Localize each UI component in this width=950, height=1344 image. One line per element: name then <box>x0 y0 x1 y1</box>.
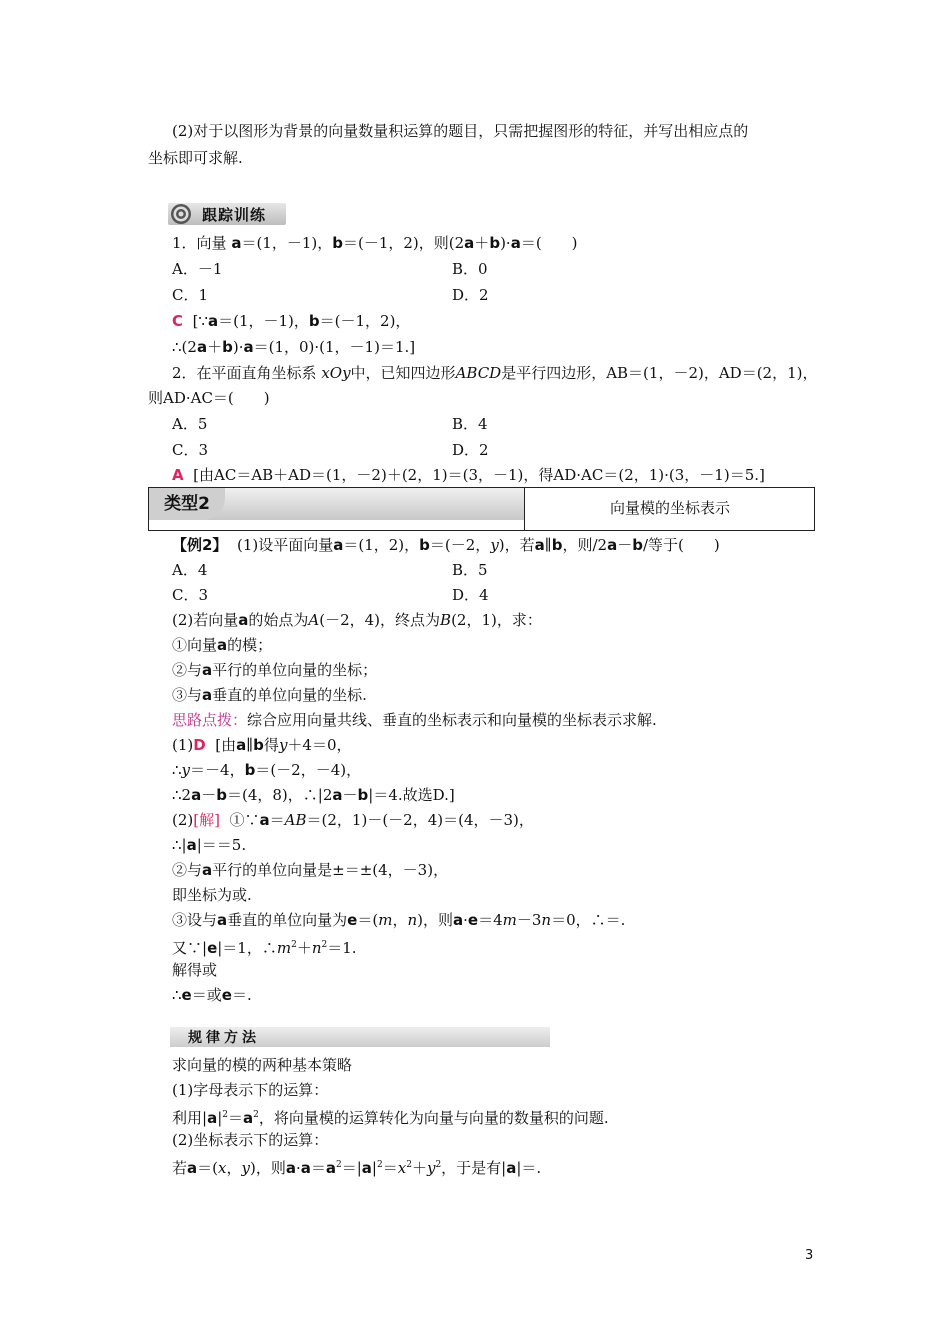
sol2-line-8: ∴e＝或e＝. <box>172 986 252 1004</box>
q1-option-d: D．2 <box>452 286 489 304</box>
ex2-answer: D <box>193 736 206 754</box>
q2-option-a: A．5 <box>172 415 208 433</box>
rules-line-1: (1)字母表示下的运算： <box>172 1081 329 1099</box>
type-2-header-box <box>148 487 815 531</box>
target-icon <box>170 203 194 225</box>
q2-answer: A <box>172 466 184 484</box>
rules-line-2: 利用$|a|^2=a^2$，将向量模的运算转化为向量与向量的数量积的问题. <box>172 1109 609 1127</box>
q1-solution-line-1: C [∵a＝(1，－1)，b＝(－1，2)， <box>172 312 411 330</box>
ex2-sub-1: ①向量a的模； <box>172 636 273 654</box>
rules-line-3: (2)坐标表示下的运算： <box>172 1131 329 1149</box>
rule-method-title: 规律方法 <box>188 1030 260 1046</box>
sol1-line-3: ∴2a－b＝(4，8)，∴|2a－b|＝4.故选D.] <box>172 786 455 804</box>
ex2-option-a: A．4 <box>172 561 208 579</box>
q2-solution: A [由AC＝AB＋AD＝(1，－2)＋(2，1)＝(3，－1)，得AD·AC＝(2，1)·(3，－1)＝5.] <box>172 466 765 484</box>
hint: 思路点拨：综合应用向量共线、垂直的坐标表示和向量模的坐标表示求解. <box>172 711 657 729</box>
q1-solution-line-2: ∴(2a＋b)·a＝(1，0)·(1，－1)＝1.] <box>172 338 416 356</box>
example-2-part-2: (2)若向量a的始点为A(－2，4)，终点为B(2，1)，求： <box>172 611 542 629</box>
q1-stem: 1．向量 a＝(1，－1)，b＝(－1，2)，则(2a＋b)·a＝( ) <box>172 234 578 252</box>
tracking-training-header <box>168 203 286 225</box>
sol1-line-1: (1)D [由a∥b得y＋4＝0， <box>172 736 352 754</box>
q2-option-c: C．3 <box>172 441 209 459</box>
page-number: 3 <box>805 1248 814 1263</box>
ex2-sub-3: ③与a垂直的单位向量的坐标. <box>172 686 367 704</box>
q2-option-d: D．2 <box>452 441 489 459</box>
type-label: 类型2 <box>149 488 225 520</box>
type-title: 向量模的坐标表示 <box>609 499 730 517</box>
hint-label: 思路点拨： <box>172 711 248 729</box>
sol2-line-5: ③设与a垂直的单位向量为e＝(m，n)，则a·e＝4m－3n＝0，∴＝. <box>172 911 626 929</box>
sol2-line-1: (2)[解] ①∵a＝AB＝(2，1)－(－2，4)＝(4，－3)， <box>172 811 534 829</box>
intro-line-1: (2)对于以图形为背景的向量数量积运算的题目，只需把握图形的特征，并写出相应点的 <box>172 122 749 140</box>
example-2-part-1: 【例2】 (1)设平面向量a＝(1，2)，b＝(－2，y)，若a∥b，则/2a－b/等于( ) <box>172 536 720 554</box>
q2-stem-line-2: 则AD·AC＝( ) <box>148 389 270 407</box>
rules-line-4: 若a＝(x，y)，则$a\cdot a=a^2=|a|^2=x^2+y^2$，于是有|a|＝. <box>172 1159 542 1177</box>
sol2-line-4: 即坐标为或. <box>172 886 252 904</box>
q1-answer: C <box>172 312 184 330</box>
rules-title: 求向量的模的两种基本策略 <box>172 1056 353 1074</box>
q2-option-b: B．4 <box>452 415 488 433</box>
ex2-option-d: D．4 <box>452 586 489 604</box>
ex2-sub-2: ②与a平行的单位向量的坐标； <box>172 661 378 679</box>
sol2-line-6: 又∵|e|＝1，$\therefore m^2+n^2=1$. <box>172 939 357 957</box>
q1-option-a: A．－1 <box>172 260 223 278</box>
tracking-training-title: 跟踪训练 <box>202 206 267 224</box>
intro-line-2: 坐标即可求解. <box>148 149 243 167</box>
q2-stem: 2．在平面直角坐标系 xOy中，已知四边形ABCD是平行四边形，AB＝(1，－2)，AD＝(2，1)， <box>172 364 818 382</box>
sol2-line-7: 解得或 <box>172 961 218 979</box>
solution-tag: [解] <box>193 811 220 829</box>
sol2-line-2: ∴|a|＝＝5. <box>172 836 247 854</box>
q1-option-c: C．1 <box>172 286 209 304</box>
rule-method-header <box>170 1027 550 1047</box>
ex2-option-b: B．5 <box>452 561 488 579</box>
sol1-line-2: ∴y＝－4，b＝(－2，－4)， <box>172 761 362 779</box>
sol2-line-3: ②与a平行的单位向量是±＝±(4，－3)， <box>172 861 449 879</box>
q1-option-b: B．0 <box>452 260 488 278</box>
ex2-option-c: C．3 <box>172 586 209 604</box>
